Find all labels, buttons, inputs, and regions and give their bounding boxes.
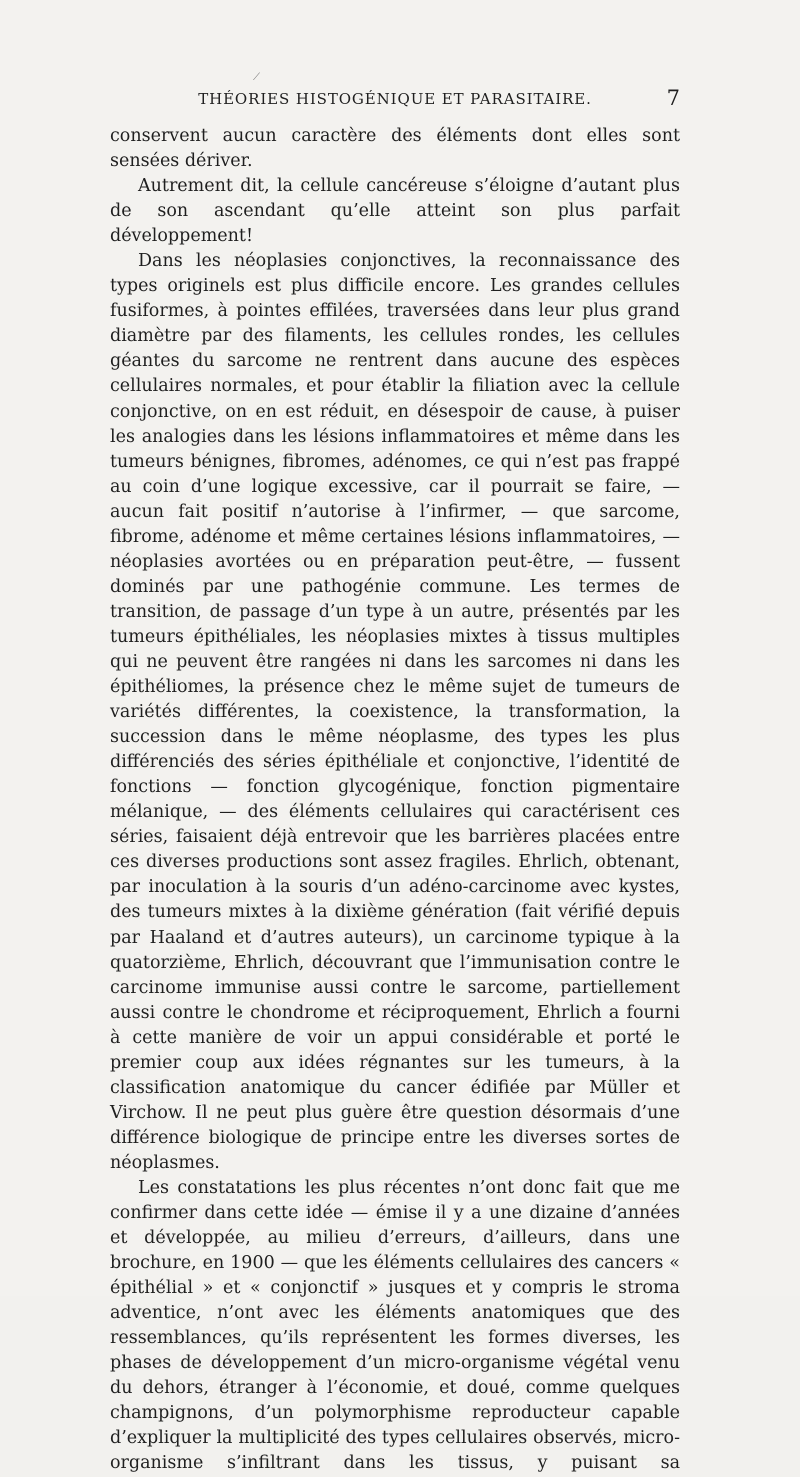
paragraph-continuation: conservent aucun caractère des éléments dont elles sont sensées dériver. — [110, 126, 680, 172]
body-text — [110, 124, 680, 1477]
paragraph: Dans les néoplasies conjonctives, la reconnaissance des types originels est plus difficile encore. Les grandes cellules fusiformes, à pointes effilées, traversées dans leur plus grand diamètre par des filaments, les cellules rondes, les cellules géantes du sarcome ne rentrent dans aucune des espèces cellulaires normales, et pour établir la filiation avec la cellule conjonctive, on en est réduit, en désespoir de cause, à puiser les analogies dans les lésions inflammatoires et même dans les tumeurs bénignes, fibromes, adénomes, ce qui n’est pas frappé au coin d’une logique excessive, car il pourrait se faire, — aucun fait positif n’autorise à l’infirmer, — que sarcome, fibrome, adénome et même certaines lésions inflammatoires, — néoplasies avortées ou en préparation peut-être, — fussent dominés par une pathogénie commune. Les termes de transition, de passage d’un type à un autre, présentés par les tumeurs épithéliales, les néoplasies mixtes à tissus multiples qui ne peuvent être rangées ni dans les sarcomes ni dans les épithéliomes, la présence chez le même sujet de tumeurs de variétés différentes, la coexistence, la transformation, la succession dans le même néoplasme, des types les plus différenciés des séries épithéliale et conjonctive, l’identité de fonctions — fonction glycogénique, fonction pigmentaire mélanique, — des éléments cellulaires qui caractérisent ces séries, faisaient déjà entrevoir que les barrières placées entre ces diverses productions sont assez fragiles. Ehrlich, obtenant, par inoculation à la souris d’un adéno-carcinome avec kystes, des tumeurs mixtes à la dixième génération (fait vérifié depuis par Haaland et d’autres auteurs), un carcinome typique à la quatorzième, Ehrlich, découvrant que l’immunisation contre le carcinome immunise aussi contre le sarcome, partiellement aussi contre le chondrome et réciproquement, Ehrlich a fourni à cette manière de voir un appui considérable et porté le premier coup aux idées régnantes sur les tumeurs, à la classification anatomique du cancer édifiée par Müller et Virchow. Il ne peut plus guère être question désormais d’une différence biologique de principe entre les diverses sortes de néoplasmes. — [110, 251, 680, 1173]
paragraph: Les constatations les plus récentes n’ont donc fait que me confirmer dans cette idée — émise il y a une dizaine d’années et développée, au milieu d’erreurs, d’ailleurs, dans une brochure, en 1900 — que les éléments cellulaires des cancers « épithélial » et « conjonctif » jusques et y compris le stroma adventice, n’ont avec les éléments anatomiques que des ressemblances, qu’ils représentent les formes diverses, les phases de développement d’un micro-organisme végétal venu du dehors, étranger à l’économie, et doué, comme quelques champignons, d’un polymorphisme reproducteur capable d’expliquer la multiplicité des types cellulaires observés, micro-organisme s’infiltrant dans les tissus, y puisant sa — [110, 1177, 680, 1474]
print-speck-mark: ⟋ — [253, 72, 260, 83]
running-title: THÉORIES HISTOGÉNIQUE ET PARASITAIRE. — [198, 90, 592, 108]
page-number: 7 — [666, 86, 680, 110]
paragraph: Autrement dit, la cellule cancéreuse s’éloigne d’autant plus de son ascendant qu’elle atteint son plus parfait développement! — [110, 176, 680, 247]
page-header — [110, 86, 680, 114]
